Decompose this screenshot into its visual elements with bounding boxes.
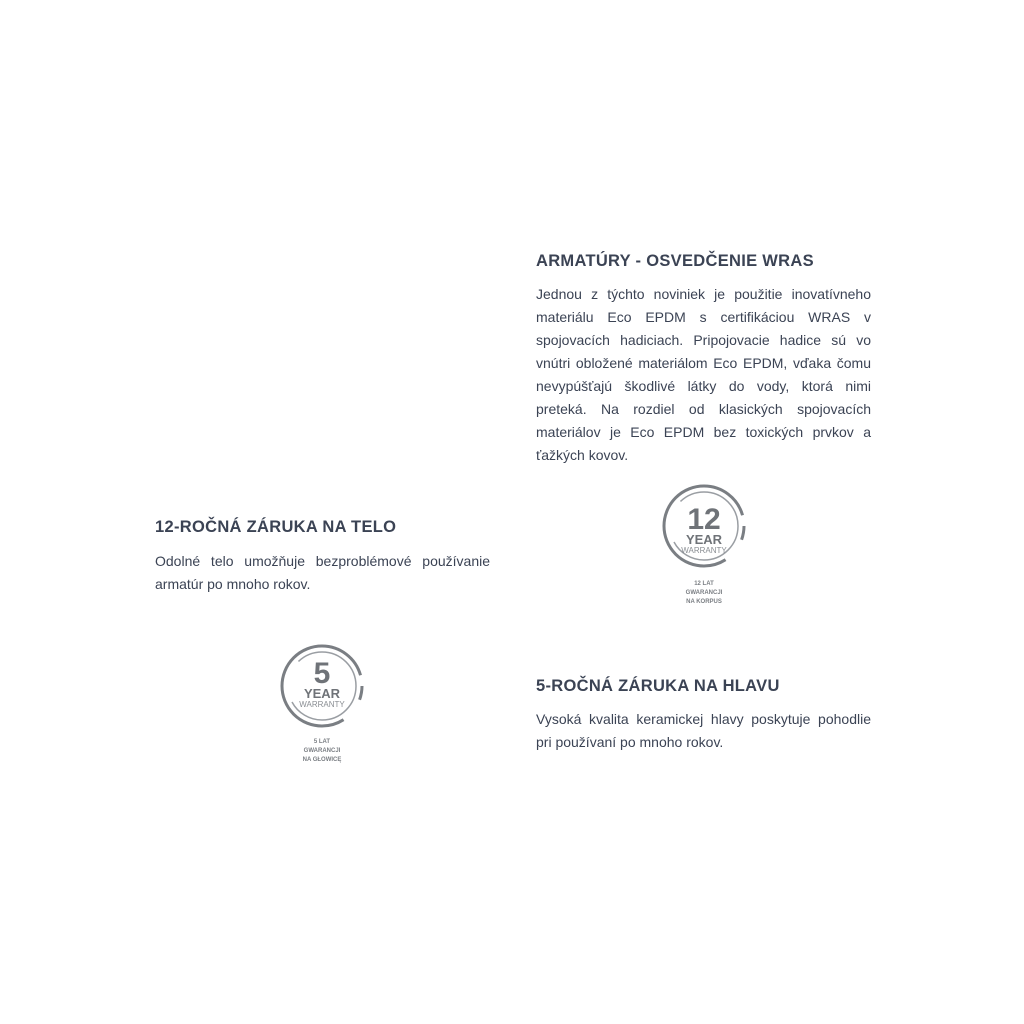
badge-12-caption-line-1: 12 LAT (694, 581, 714, 587)
wras-heading: ARMATÚRY - OSVEDČENIE WRAS (536, 252, 814, 270)
badge-12-number: 12 (687, 503, 721, 536)
badge-5-warranty: WARRANTY (299, 700, 345, 709)
badge-12-warranty: WARRANTY (681, 546, 727, 555)
body-warranty-heading: 12-ROČNÁ ZÁRUKA NA TELO (155, 518, 397, 536)
warranty-seal-icon (650, 484, 760, 610)
badge-12-year: YEAR (685, 532, 723, 547)
badge-5-caption-line-3: NA GŁOWICĘ (302, 757, 342, 763)
head-warranty-paragraph: Vysoká kvalita keramickej hlavy poskytuje pohodlie pri používaní po mnoho rokov. (536, 711, 871, 750)
badge-12-caption-line-2: GWARANCJI (685, 590, 723, 596)
badge-5-number: 5 (313, 657, 331, 690)
badge-5-caption-line-1: 5 LAT (313, 739, 331, 745)
12-year-warranty-badge (650, 484, 760, 610)
badge-12-caption-line-3: NA KORPUS (686, 599, 722, 605)
warranty-seal-icon (268, 641, 378, 767)
badge-5-caption-line-2: GWARANCJI (303, 748, 341, 754)
body-warranty-paragraph: Odolné telo umožňuje bezproblémové používanie armatúr po mnoho rokov. (155, 553, 490, 592)
5-year-warranty-badge (268, 641, 378, 767)
wras-paragraph: Jednou z týchto noviniek je použitie inovatívneho materiálu Eco EPDM s certifikáciou WRAS v spojovacích hadiciach. Pripojovacie hadice sú vo vnútri obložené materiálom Eco EPDM, vďaka čomu nevypúšťajú škodlivé látky do vody, ktorá nimi preteká. Na rozdiel od klasických spojovacích materiálov je Eco EPDM bez toxických prvkov a ťažkých kovov. (536, 286, 871, 463)
badge-5-year: YEAR (303, 686, 341, 701)
head-warranty-heading: 5-ROČNÁ ZÁRUKA NA HLAVU (536, 677, 780, 695)
